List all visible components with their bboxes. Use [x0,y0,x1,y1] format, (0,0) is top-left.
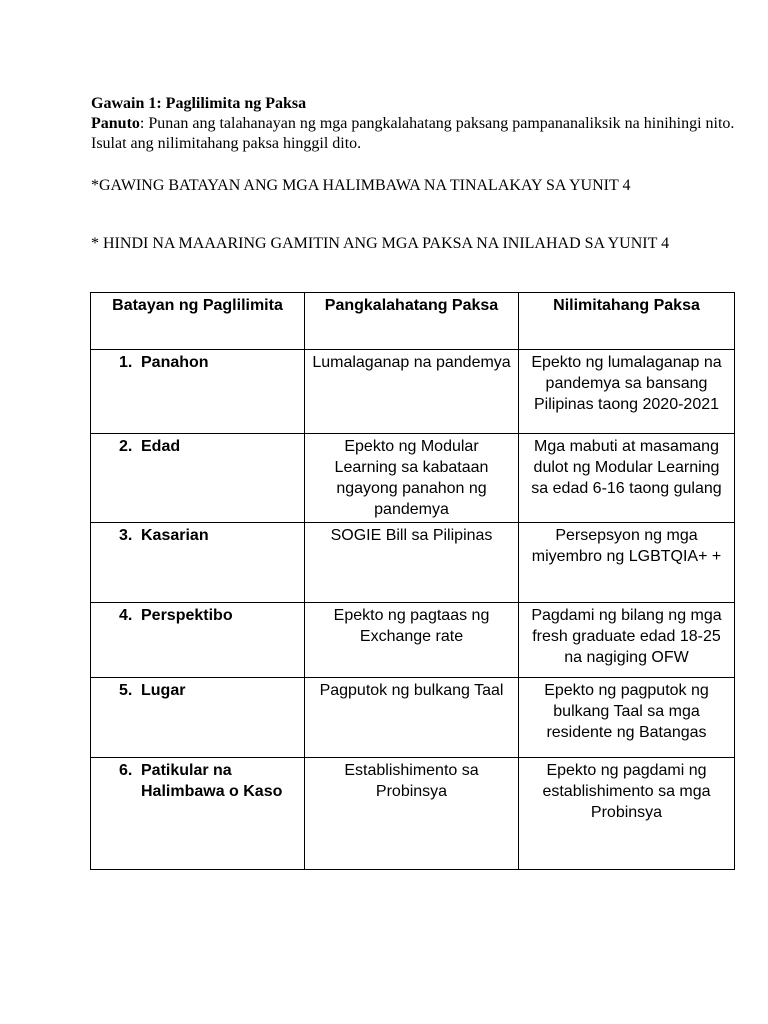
criterion-label: Lugar [141,682,186,699]
row-number: 5. [119,682,133,699]
criterion-cell [91,678,305,758]
general-topic-cell: Epekto ng Modular Learning sa kabataan ngayong panahon ng pandemya [305,434,519,523]
limited-topic-cell: Pagdami ng bilang ng mga fresh graduate edad 18-25 na nagiging OFW [519,603,735,678]
criterion-cell [91,523,305,603]
general-topic-cell: Establishimento sa Probinsya [305,758,519,870]
table-row [91,758,735,870]
worksheet-title: Gawain 1: Paglilimita ng Paksa [91,95,307,112]
row-number: 2. [119,438,133,455]
general-topic-cell: Epekto ng pagtaas ng Exchange rate [305,603,519,678]
note-1: *GAWING BATAYAN ANG MGA HALIMBAWA NA TINALAKAY SA YUNIT 4 [91,177,631,194]
instruction-label: Panuto [91,115,140,132]
limited-topic-cell: Epekto ng pagdami ng establishimento sa mga Probinsya [519,758,735,870]
general-topic-cell: SOGIE Bill sa Pilipinas [305,523,519,603]
table-row [91,678,735,758]
table-row [91,603,735,678]
limited-topic-cell: Persepsyon ng mga miyembro ng LGBTQIA+ + [519,523,735,603]
instruction [91,114,741,154]
row-number: 1. [119,354,133,371]
table-header-row [91,293,735,350]
criterion-label: Panahon [141,354,209,371]
criterion-label: Edad [141,438,181,455]
limited-topic-cell: Epekto ng lumalaganap na pandemya sa bansang Pilipinas taong 2020-2021 [519,350,735,434]
row-number: 6. [119,762,133,779]
instruction-text: : Punan ang talahanayan ng mga pangkalahatang paksang pampananaliksik na hinihingi nito. Isulat ang nilimitahang paksa hinggil dito. [91,115,735,152]
criterion-label: Perspektibo [141,607,233,624]
criterion-cell [91,758,305,870]
worksheet-header [91,94,741,154]
criterion-cell [91,350,305,434]
header-general-topic: Pangkalahatang Paksa [305,293,519,350]
criterion-cell [91,434,305,523]
topic-table [90,292,735,870]
general-topic-cell: Lumalaganap na pandemya [305,350,519,434]
note-2: * HINDI NA MAAARING GAMITIN ANG MGA PAKSA NA INILAHAD SA YUNIT 4 [91,235,670,252]
row-number: 4. [119,607,133,624]
table-row [91,523,735,603]
criterion-label: Kasarian [141,527,209,544]
criterion-label: Patikular na Halimbawa o Kaso [141,762,283,800]
header-criterion: Batayan ng Paglilimita [91,293,305,350]
table-row [91,350,735,434]
limited-topic-cell: Mga mabuti at masamang dulot ng Modular Learning sa edad 6-16 taong gulang [519,434,735,523]
header-limited-topic: Nilimitahang Paksa [519,293,735,350]
general-topic-cell: Pagputok ng bulkang Taal [305,678,519,758]
limited-topic-cell: Epekto ng pagputok ng bulkang Taal sa mga residente ng Batangas [519,678,735,758]
row-number: 3. [119,527,133,544]
table-row [91,434,735,523]
criterion-cell [91,603,305,678]
